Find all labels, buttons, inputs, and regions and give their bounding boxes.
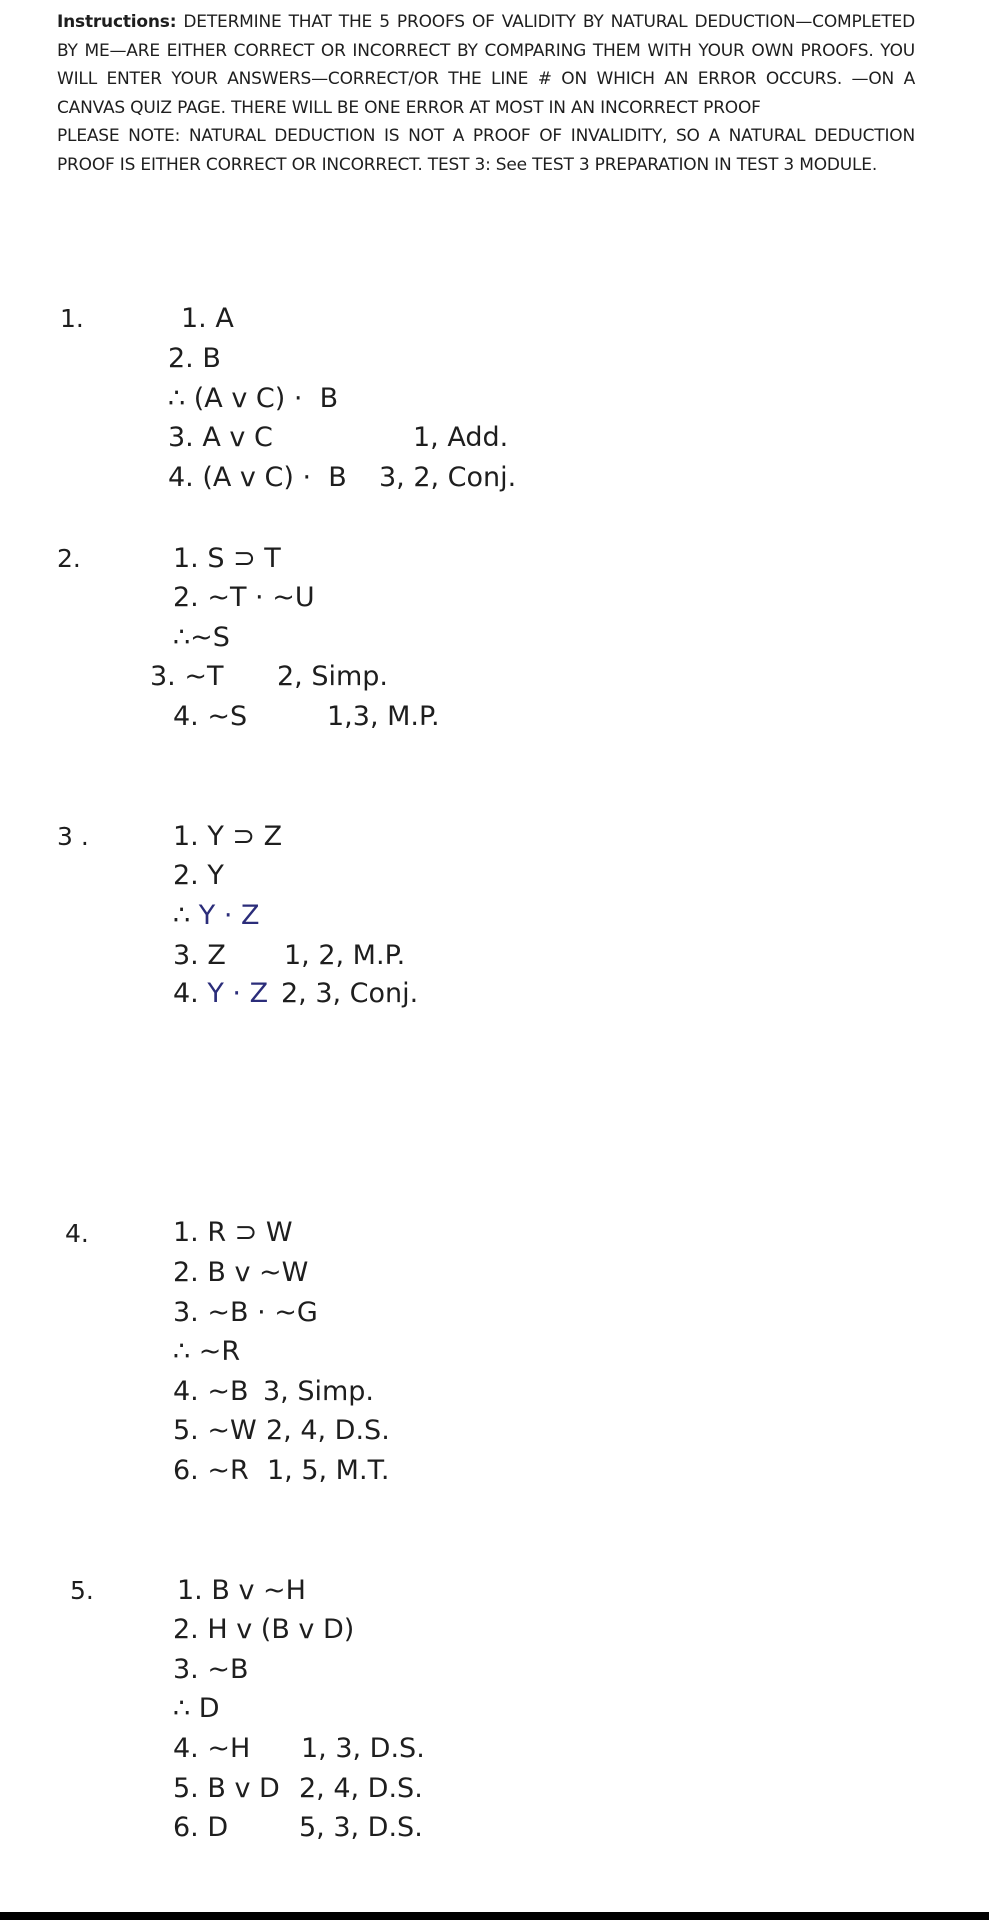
proof-line: 5. ~W	[173, 1415, 257, 1446]
conclusion-line: ∴ (A v C) · B	[168, 383, 339, 414]
proof-line: 3. ~B	[173, 1654, 249, 1685]
proof-line: 2. ~T · ~U	[173, 582, 315, 613]
instructions-label: Instructions:	[57, 12, 177, 32]
bottom-border	[0, 1912, 989, 1920]
proof-line: 6. D	[173, 1812, 229, 1843]
conclusion-line	[173, 899, 260, 933]
proof-line: 1. B v ~H	[177, 1575, 306, 1606]
note-paragraph: PLEASE NOTE: NATURAL DEDUCTION IS NOT A PROOF OF INVALIDITY, SO A NATURAL DEDUCTION PROOF IS EITHER CORRECT OR INCORRECT. TEST 3: See TEST 3 PREPARATION IN TEST 3 MODULE.	[57, 126, 915, 175]
proof-line: 3. A v C	[168, 422, 273, 453]
proof-line: 2. B	[168, 343, 221, 374]
justification: 1, 5, M.T.	[267, 1455, 390, 1486]
instructions-paragraph	[57, 8, 915, 122]
justification: 2, 4, D.S.	[299, 1773, 423, 1804]
proof-line: 2. Y	[173, 860, 224, 891]
proof-line: 4. ~B	[173, 1376, 249, 1407]
proof-line: 3. ~T	[150, 661, 224, 692]
instructions-text: DETERMINE THAT THE 5 PROOFS OF VALIDITY BY NATURAL DEDUCTION—COMPLETED BY ME—ARE EITHER CORRECT OR INCORRECT BY COMPARING THEM WITH YOUR OWN PROOFS. YOU WILL ENTER YOUR ANSWERS—CORRECT/OR THE LINE # ON WHICH AN ERROR OCCURS. —ON A CANVAS QUIZ PAGE. THERE WILL BE ONE ERROR AT MOST IN AN INCORRECT PROOF	[57, 12, 915, 118]
proof-line: 3. ~B · ~G	[173, 1297, 318, 1328]
proof-number: 4.	[65, 1219, 89, 1248]
therefore-symbol: ∴	[173, 900, 199, 931]
proof-line: 1. S ⊃ T	[173, 543, 281, 574]
line-number: 4.	[173, 978, 208, 1009]
justification: 1,3, M.P.	[327, 701, 440, 732]
line-formula: Y · Z	[207, 978, 269, 1009]
proof-line: 1. Y ⊃ Z	[173, 821, 283, 852]
proof-number: 3 .	[57, 822, 89, 851]
justification: 2, Simp.	[277, 661, 389, 692]
proof-number: 2.	[57, 544, 81, 573]
proof-line: 1. R ⊃ W	[173, 1217, 293, 1248]
justification: 1, 2, M.P.	[284, 940, 406, 971]
proof-line: 2. H v (B v D)	[173, 1614, 355, 1645]
proof-line: 4. ~S	[173, 701, 248, 732]
justification: 5, 3, D.S.	[299, 1812, 423, 1843]
justification: 3, 2, Conj.	[379, 462, 517, 493]
conclusion-line: ∴ D	[173, 1693, 220, 1724]
proof-line: 3. Z	[173, 940, 226, 971]
justification: 2, 4, D.S.	[266, 1415, 390, 1446]
proof-number: 5.	[70, 1576, 94, 1605]
proof-line: 6. ~R	[173, 1455, 249, 1486]
proof-line: 4. ~H	[173, 1733, 251, 1764]
proof-line: 4. (A v C) · B	[168, 462, 347, 493]
proof-line: 5. B v D	[173, 1773, 280, 1804]
conclusion-line: ∴~S	[173, 622, 230, 653]
conclusion-formula: Y · Z	[198, 900, 260, 931]
instructions-block	[57, 8, 915, 179]
proof-line: 1. A	[181, 303, 234, 334]
conclusion-line: ∴ ~R	[173, 1336, 241, 1367]
justification: 2, 3, Conj.	[281, 978, 419, 1009]
proof-number: 1.	[60, 304, 84, 333]
proof-line	[173, 977, 268, 1011]
proof-line: 2. B v ~W	[173, 1257, 309, 1288]
justification: 3, Simp.	[263, 1376, 375, 1407]
justification: 1, 3, D.S.	[301, 1733, 425, 1764]
justification: 1, Add.	[413, 422, 509, 453]
